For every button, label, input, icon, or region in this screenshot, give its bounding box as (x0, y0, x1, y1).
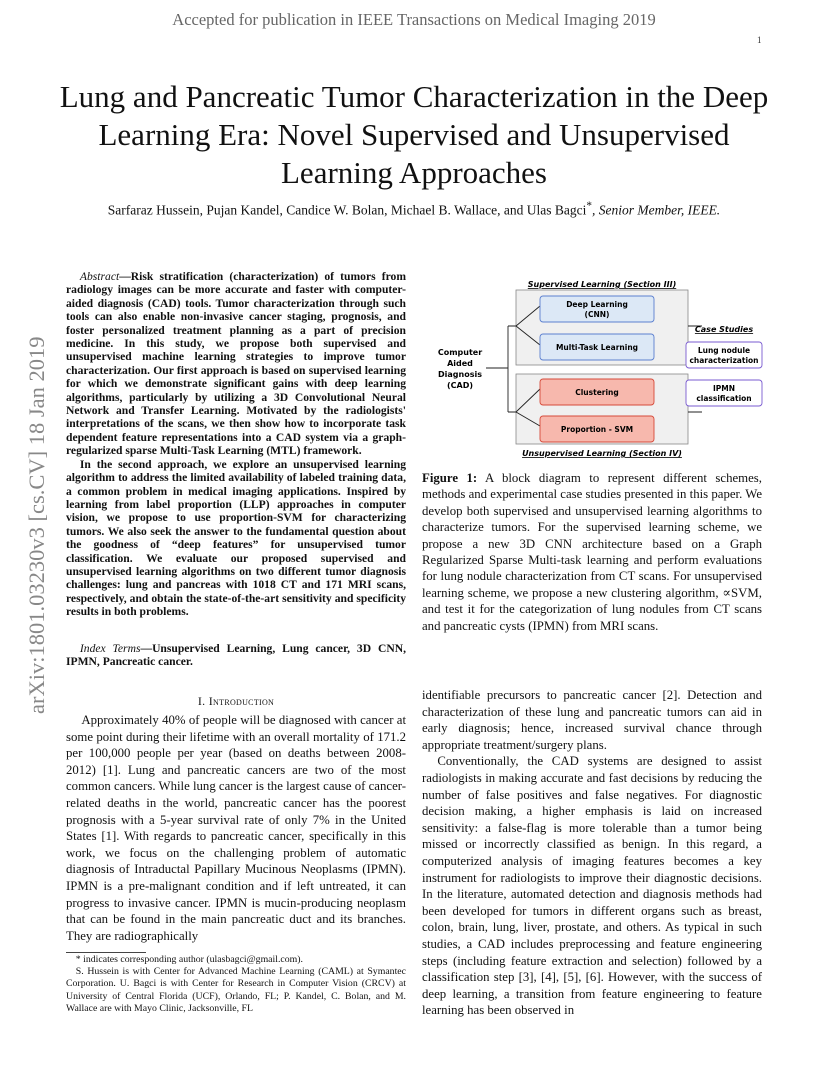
intro-left-column (66, 712, 406, 944)
corresponding-star: * (586, 200, 592, 212)
lung-nodule-line-1: Lung nodule (697, 346, 751, 355)
figure-block-diagram (428, 276, 768, 461)
abstract-p1: —Risk stratification (characterization) of tumors from radiology images can be more accurate and faster with computer-aided diagnosis (CAD) tools. Tumor characterization through such tools can also enable non-invasive cancer staging, prognosis, and foster personalized treatment planning as a part of precision medicine. In this study, we propose both supervised and unsupervised machine learning strategies to improve tumor characterization. Our first approach is based on supervised learning for which we demonstrate significant gains with deep learning algorithms, particularly by utilizing a 3D Convolutional Neural Network and Transfer Learning. Motivated by the radiologists' interpretations of the scans, we then show how to incorporate task dependent feature representations into a CAD system via a graph-regularized sparse Multi-Task Learning (MTL) framework. (66, 270, 406, 458)
clustering-label: Clustering (575, 388, 619, 397)
intro-paragraph-1: Approximately 40% of people will be diagnosed with cancer at some point during their lifetime with an overall mortality of 171.2 per 100,000 people per year (based on deaths between 2008-2012) [1]. Lung and pancreatic cancers are two of the most common cancers. While lung cancer is the largest cause of cancer-related deaths in the world, pancreatic cancer has the poorest prognosis with a 5-year survival rate of only 7% in the United States [1]. With regards to pancreatic cancer, specifically in this work, we focus on the challenging problem of automatic diagnosis of Intraductal Papillary Mucinous Neoplasms (IPMN). IPMN is a pre-malignant condition and if left untreated, it can progress to invasive cancer. IPMN is mucin-producing neoplasm that can be found in the main pancreatic duct and its branches. They are radiographically (66, 713, 407, 943)
ipmn-line-1: IPMN (712, 384, 736, 393)
cad-line-1: Computer (437, 348, 483, 357)
footnote-affiliations: S. Hussein is with Center for Advanced Machine Learning (CAML) at Symantec Corporation. U. Bagci is with Center for Research in Computer Vision (CRCV) at University of Central Florida (UCF), Orlando, FL; P. Kandel, C. Bolan, and M. Wallace are with Mayo Clinic, Jacksonville, FL (66, 966, 406, 1014)
cad-line-2: Aided (447, 359, 473, 368)
abstract-label: Abstract (79, 270, 120, 283)
index-terms (66, 642, 406, 669)
paper-title: Lung and Pancreatic Tumor Characterization in the Deep Learning Era: Novel Supervised and Unsupervised Learning Approaches (59, 79, 769, 190)
supervised-section-label: Supervised Learning (Section III) (527, 280, 677, 289)
figure-caption-label: Figure 1: (422, 471, 478, 485)
author-suffix: , Senior Member, IEEE. (591, 202, 721, 218)
figure-caption (422, 470, 762, 634)
intro-right-paragraph-1: identifiable precursors to pancreatic cancer [2]. Detection and characterization of these lung and pancreatic tumors can aid in early diagnosis; hence, increased survival chance through appropriate treatment/surgery plans. (422, 688, 762, 752)
footnote-rule (66, 952, 146, 953)
figure-caption-text: A block diagram to represent different schemes, methods and experimental case studies presented in this paper. We develop both supervised and unsupervised learning algorithms to characterize tumors. For the supervised learning scheme, we propose a new 3D CNN architecture based on a Graph Regularized Sparse Multi-task learning and perform evaluations for lung nodule characterization from CT scans. For unsupervised learning scheme, we propose a new clustering algorithm, ∝SVM, and test it for the categorization of lung nodules from CT scans and pancreatic cysts (IPMN) from MRI scans. (422, 471, 762, 633)
author-names: Sarfaraz Hussein, Pujan Kandel, Candice W. Bolan, Michael B. Wallace, and Ulas Bagci (107, 202, 587, 218)
multitask-label: Multi-Task Learning (555, 343, 639, 352)
index-terms-text: —Unsupervised Learning, Lung cancer, 3D CNN, IPMN, Pancreatic cancer. (66, 642, 407, 669)
cad-line-3: Diagnosis (438, 370, 482, 379)
intro-right-column (422, 687, 762, 1019)
index-terms-label: Index Terms (79, 642, 141, 655)
deep-learning-line-2: (CNN) (584, 310, 610, 319)
author-list (40, 200, 788, 219)
case-studies-label: Case Studies (694, 325, 754, 334)
intro-right-paragraph-2: Conventionally, the CAD systems are designed to assist radiologists in making accurate and fast decisions by reducing the number of false positives and false negatives. For diagnostic decision making, a higher emphasis is laid on increased sensitivity: a false-flag is more tolerable than a tumor being missed or incorrectly classified as benign. In this regard, a computerized analysis of imaging features becomes a key instrument for radiologists to improve their diagnostic decisions. In the literature, automated detection and diagnosis methods had been developed for tumors in different organs such as breast, colon, brain, lung, liver, prostate, and others. As typical in such studies, a CAD includes preprocessing and feature engineering steps (including feature extraction and selection) followed by a classification step [3], [4], [5], [6]. However, with the success of deep learning, a transition from feature engineering to feature learning has been observed in (422, 754, 762, 1018)
section-heading-introduction: I. Introduction (197, 694, 275, 708)
header-note: Accepted for publication in IEEE Transactions on Medical Imaging 2019 (172, 10, 656, 29)
page-number: 1 (757, 35, 762, 45)
unsupervised-section-label: Unsupervised Learning (Section IV) (522, 449, 682, 458)
abstract (66, 270, 406, 619)
ipmn-line-2: classification (696, 394, 752, 403)
arxiv-stamp: arXiv:1801.03230v3 [cs.CV] 18 Jan 2019 (24, 336, 49, 714)
lung-nodule-line-2: characterization (689, 356, 759, 365)
abstract-p2: In the second approach, we explore an unsupervised learning algorithm to address the limited availability of labeled training data, a common problem in medical imaging applications. Inspired by learning from label proportion (LLP) approaches in computer vision, we propose to use proportion-SVM for characterizing tumors. We also seek the answer to the fundamental question about the goodness of “deep features” for unsupervised tumor classification. We evaluate our proposed supervised and unsupervised learning algorithms on two different tumor diagnosis challenges: lung and pancreas with 1018 CT and 171 MRI scans, respectively, and obtain the state-of-the-art sensitivity and specificity results in both problems. (66, 457, 406, 619)
deep-learning-line-1: Deep Learning (566, 300, 628, 309)
proportion-svm-label: Proportion - SVM (560, 425, 634, 434)
footnotes (66, 954, 406, 1015)
cad-line-4: (CAD) (446, 381, 474, 390)
footnote-corresponding: * indicates corresponding author (ulasbagci@gmail.com). (75, 954, 304, 965)
